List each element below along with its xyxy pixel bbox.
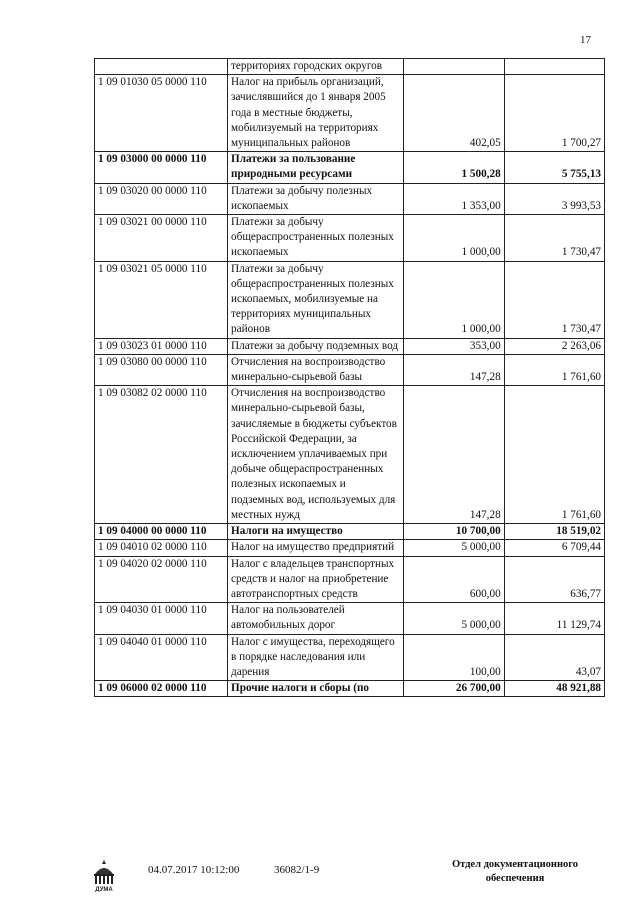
row-name: Налог с имущества, переходящего в порядке наследования или дарения bbox=[228, 634, 404, 681]
footer-department: Отдел документационного обеспечения bbox=[451, 859, 579, 884]
row-value-plan: 5 000,00 bbox=[404, 540, 504, 556]
footer bbox=[0, 858, 640, 898]
table-row bbox=[95, 261, 605, 338]
row-value-actual: 636,77 bbox=[504, 556, 604, 603]
row-value-actual: 1 761,60 bbox=[504, 354, 604, 385]
table-row bbox=[95, 183, 605, 214]
row-value-actual: 5 755,13 bbox=[504, 152, 604, 183]
row-name: Платежи за добычу полезных ископаемых bbox=[228, 183, 404, 214]
row-value-actual: 48 921,88 bbox=[504, 681, 604, 697]
row-value-actual: 11 129,74 bbox=[504, 603, 604, 634]
row-name: Налог на пользователей автомобильных дорог bbox=[228, 603, 404, 634]
row-name: Платежи за пользование природными ресурсами bbox=[228, 152, 404, 183]
table-row bbox=[95, 524, 605, 540]
row-value-actual: 3 993,53 bbox=[504, 183, 604, 214]
row-code: 1 09 04020 02 0000 110 bbox=[95, 556, 228, 603]
table-row bbox=[95, 215, 605, 262]
row-name: Отчисления на воспроизводство минерально-сырьевой базы, зачисляемые в бюджеты субъектов Российской Федерации, за исключением уплачиваемых при добыче общераспространенных полезных ископаемых и подземных вод, используемых для местных нужд bbox=[228, 386, 404, 524]
row-value-plan: 1 000,00 bbox=[404, 215, 504, 262]
row-name: Налоги на имущество bbox=[228, 524, 404, 540]
table-row bbox=[95, 540, 605, 556]
table-row bbox=[95, 603, 605, 634]
row-value-actual: 6 709,44 bbox=[504, 540, 604, 556]
revenue-table bbox=[94, 58, 605, 697]
row-value-plan: 147,28 bbox=[404, 354, 504, 385]
row-value-plan: 1 353,00 bbox=[404, 183, 504, 214]
row-value-plan: 1 500,28 bbox=[404, 152, 504, 183]
row-value-actual: 43,07 bbox=[504, 634, 604, 681]
row-name: территориях городских округов bbox=[228, 59, 404, 75]
footer-doc-number: 36082/1-9 bbox=[274, 864, 320, 876]
row-value-actual: 1 700,27 bbox=[504, 75, 604, 152]
row-name: Платежи за добычу подземных вод bbox=[228, 338, 404, 354]
row-code: 1 09 03021 00 0000 110 bbox=[95, 215, 228, 262]
table-body bbox=[95, 59, 605, 697]
row-value-actual: 1 730,47 bbox=[504, 215, 604, 262]
row-code: 1 09 01030 05 0000 110 bbox=[95, 75, 228, 152]
row-code: 1 09 04030 01 0000 110 bbox=[95, 603, 228, 634]
row-value-plan: 1 000,00 bbox=[404, 261, 504, 338]
row-code: 1 09 03080 00 0000 110 bbox=[95, 354, 228, 385]
row-value-plan: 353,00 bbox=[404, 338, 504, 354]
row-code: 1 09 03000 00 0000 110 bbox=[95, 152, 228, 183]
row-value-plan: 10 700,00 bbox=[404, 524, 504, 540]
row-value-actual bbox=[504, 59, 604, 75]
logo-text: ДУМА bbox=[95, 887, 113, 892]
row-value-plan: 5 000,00 bbox=[404, 603, 504, 634]
row-code: 1 09 06000 02 0000 110 bbox=[95, 681, 228, 697]
row-name: Платежи за добычу общераспространенных полезных ископаемых, мобилизуемые на территориях муниципальных районов bbox=[228, 261, 404, 338]
row-name: Налог с владельцев транспортных средств и налог на приобретение автотранспортных средств bbox=[228, 556, 404, 603]
page-number: 17 bbox=[580, 34, 591, 46]
row-value-plan: 26 700,00 bbox=[404, 681, 504, 697]
table-row bbox=[95, 59, 605, 75]
row-code: 1 09 03023 01 0000 110 bbox=[95, 338, 228, 354]
table-row bbox=[95, 354, 605, 385]
row-value-actual: 2 263,06 bbox=[504, 338, 604, 354]
row-code bbox=[95, 59, 228, 75]
row-value-actual: 1 730,47 bbox=[504, 261, 604, 338]
row-name: Отчисления на воспроизводство минерально-сырьевой базы bbox=[228, 354, 404, 385]
table-row bbox=[95, 338, 605, 354]
table-row bbox=[95, 556, 605, 603]
table-row bbox=[95, 634, 605, 681]
table-row bbox=[95, 75, 605, 152]
row-code: 1 09 03021 05 0000 110 bbox=[95, 261, 228, 338]
row-code: 1 09 04000 00 0000 110 bbox=[95, 524, 228, 540]
row-value-plan: 402,05 bbox=[404, 75, 504, 152]
table-row bbox=[95, 681, 605, 697]
row-value-plan: 147,28 bbox=[404, 386, 504, 524]
row-name: Платежи за добычу общераспространенных полезных ископаемых bbox=[228, 215, 404, 262]
row-value-plan: 100,00 bbox=[404, 634, 504, 681]
row-value-actual: 18 519,02 bbox=[504, 524, 604, 540]
row-code: 1 09 04040 01 0000 110 bbox=[95, 634, 228, 681]
row-name: Налог на прибыль организаций, зачислявшийся до 1 января 2005 года в местные бюджеты, мобилизуемый на территориях муниципальных районов bbox=[228, 75, 404, 152]
row-name: Прочие налоги и сборы (по bbox=[228, 681, 404, 697]
table-row bbox=[95, 152, 605, 183]
row-code: 1 09 04010 02 0000 110 bbox=[95, 540, 228, 556]
duma-logo-icon bbox=[86, 858, 122, 892]
row-name: Налог на имущество предприятий bbox=[228, 540, 404, 556]
table-row bbox=[95, 386, 605, 524]
row-value-actual: 1 761,60 bbox=[504, 386, 604, 524]
row-value-plan bbox=[404, 59, 504, 75]
footer-date: 04.07.2017 10:12:00 bbox=[148, 864, 240, 876]
row-code: 1 09 03082 02 0000 110 bbox=[95, 386, 228, 524]
row-value-plan: 600,00 bbox=[404, 556, 504, 603]
row-code: 1 09 03020 00 0000 110 bbox=[95, 183, 228, 214]
